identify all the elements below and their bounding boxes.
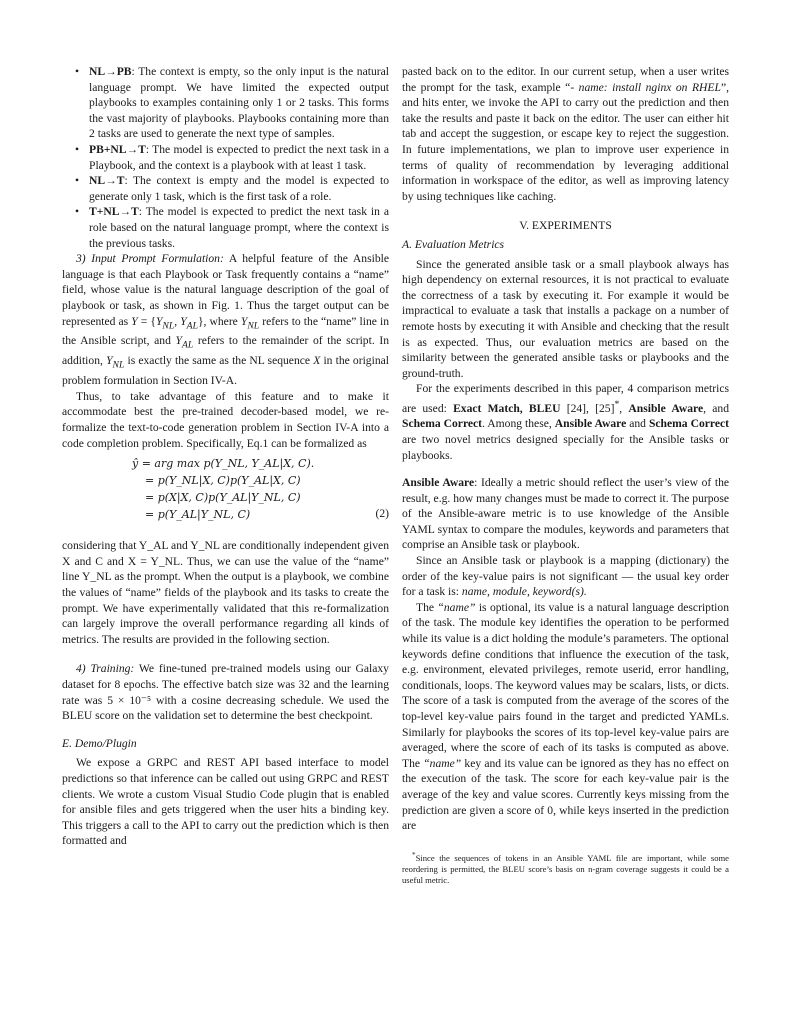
left-column <box>62 64 389 849</box>
demo-paragraph: We expose a GRPC and REST API based interface to model predictions so that inference can be called out using GRPC and REST clients. We wrote a custom Visual Studio Code plugin that is enabled for ansible files and gets triggered when the user hits a binding key. This triggers a call to the API to carry out the prediction which is then formatted and <box>62 756 389 848</box>
name-key-paragraph: The “name” is optional, its value is a natural language description of the task. The module key identifies the operation to be performed while its value is a dict holding the module’s parameters. The optional keywords define conditions that influence the execution of the task, e.g. environment, elevated privileges, remote userid, error handling, conditionals, loops. The keyword values may be scalars, lists, or dicts. The score of a task is computed from the average of the scores of the top-level key-value pairs found in the target and predicted YAMLs. Similarly for playbooks the scores of its top-level key-value pairs are averaged, where the score of each of its tasks is computed as above. The “name” key and its value can be ignored as they has no effect on the execution of the task. The score for each key-value pair is the average of the key and value scores. Currently keys missing from the prediction are given a score of 0, while keys inserted in the prediction are <box>402 600 729 833</box>
subsection-eval-title: A. Evaluation Metrics <box>402 237 505 251</box>
list-item: • T+NL→T: The model is expected to predict the next task in a role based on the natural language prompt, where the context is the previous tasks. <box>62 204 389 251</box>
list-item: • NL→T: The context is empty and the model is expected to generate only 1 task, which is the first task of a role. <box>62 173 389 204</box>
equation-2 <box>62 456 389 532</box>
footnote-mark: * <box>614 398 620 410</box>
right-column <box>402 64 729 886</box>
input-prompt-paragraph: 3) Input Prompt Formulation: A helpful feature of the Ansible language is that each Playbook or Task frequently contains a “name” field, whose value is the natural language description of the goal of playbook or task, as shown in Fig. 1. Thus the target output can be represented as $Y = \{Y_{NL}$, $Y_{AL}$}, where $Y_{NL}$ refers to the “name” line in the Ansible script, and $Y_{AL}$ refers to the remainder of the script. In addition, $Y_{NL}$ is exactly the same as the NL sequence X in the original problem formulation in Section IV-A. <box>62 252 390 388</box>
training-paragraph: 4) Training: We fine-tuned pre-trained models using our Galaxy dataset for 8 epochs. The effective batch size was 32 and the learning rate was 5 × 10⁻⁵ with a cosine decreasing schedule. We used the BLEU score on the validation set to determine the best checkpoint. <box>62 662 389 723</box>
footnote: *Since the sequences of tokens in an Ansible YAML file are important, while some reordering is permitted, the BLEU score’s basis on n-gram coverage suggests it could be a useful metric. <box>402 850 729 885</box>
equation-number: (2) <box>375 507 389 521</box>
demo-continued-paragraph: pasted back on to the editor. In our current setup, when a user writes the prompt for the task, example “- name: install nginx on RHEL”, and hits enter, we invoke the API to carry out the prediction and then take the results and paste it back on the editor. The user can either hit tab and accept the suggestion, or escape key to reject the suggestion. In future implementations, we plan to improve user experience in terms of quality of recommendation by leveraging additional information in workspace of the editor, as well as improving latency by using techniques like caching. <box>402 65 730 203</box>
section-title: V. EXPERIMENTS <box>519 219 612 233</box>
considering-paragraph: considering that Y_AL and Y_NL are conditionally independent given X and C and X = Y_NL. Thus, we can use the value of the “name” line Y_NL as the prompt. When the output is a playbook, we combine the values of “name” fields of the playbook and its tasks to create the prompt. We have experimentally validated that this re-formalization can largely improve the overall performance regarding all kinds of metrics. The results are provided in the following section. <box>62 539 389 646</box>
ansible-aware-paragraph: Ansible Aware: Ideally a metric should reflect the user’s view of the result, e.g. how many changes must be made to correct it. The purpose of the Ansible-aware metric is to use knowledge of the Ansible YAML syntax to compare the modules, keywords and parameters that comprise an Ansible task or playbook. <box>402 476 730 552</box>
equation-line: = p(Y_NL|X, C)p(Y_AL|X, C) <box>145 474 301 488</box>
list-item: • PB+NL→T: The model is expected to predict the next task in a Playbook, and the context is a playbook with at least 1 task. <box>62 142 389 173</box>
task-type-list <box>62 64 389 251</box>
equation-line: = p(X|X, C)p(Y_AL|Y_NL, C) <box>145 491 301 505</box>
equation-line: ŷ = arg max p(Y_NL, Y_AL|X, C). <box>132 457 315 471</box>
metrics-paragraph: For the experiments described in this paper, 4 comparison metrics are used: Exact Match, BLEU [24], [25]*, Ansible Aware, and Schema Correct. Among these, Ansible Aware and Schema Correct are two novel metrics designed specially for the Ansible tasks or playbooks. <box>402 382 729 462</box>
list-item: • NL→PB: The context is empty, so the only input is the natural language prompt. We have limited the expected output playbooks to examples containing only 1 or 2 tasks. This forms the vast majority of playbooks. Playbooks containing more than 2 tasks are used to generate the next type of samples. <box>62 64 389 142</box>
evaluation-paragraph: Since the generated ansible task or a small playbook always has high dependency on external resources, it is not practical to evaluate the correctness of a task by executing it. For example it would be impractical to evaluate a task that installs a package on a number of remote hosts by executing it with Ansible and checking that the result is as expected. Thus, our evaluation metrics are based on the similarity between the generated ansible tasks or playbooks and the ground-truth. <box>402 257 729 380</box>
equation-line: = p(Y_AL|Y_NL, C) <box>145 508 251 522</box>
mapping-paragraph: Since an Ansible task or playbook is a mapping (dictionary) the order of the key-value pairs is not significant — the usual key order for a task is: name, module, keyword(s). <box>402 554 729 599</box>
subsection-demo-title: E. Demo/Plugin <box>62 736 137 750</box>
reformalize-paragraph: Thus, to take advantage of this feature and to make it accommodate best the pre-trained decoder-based model, we re-formalize the text-to-code generation problem in Section IV-A into a code completion problem. Specifically, Eq.1 can be formalized as <box>62 389 389 450</box>
